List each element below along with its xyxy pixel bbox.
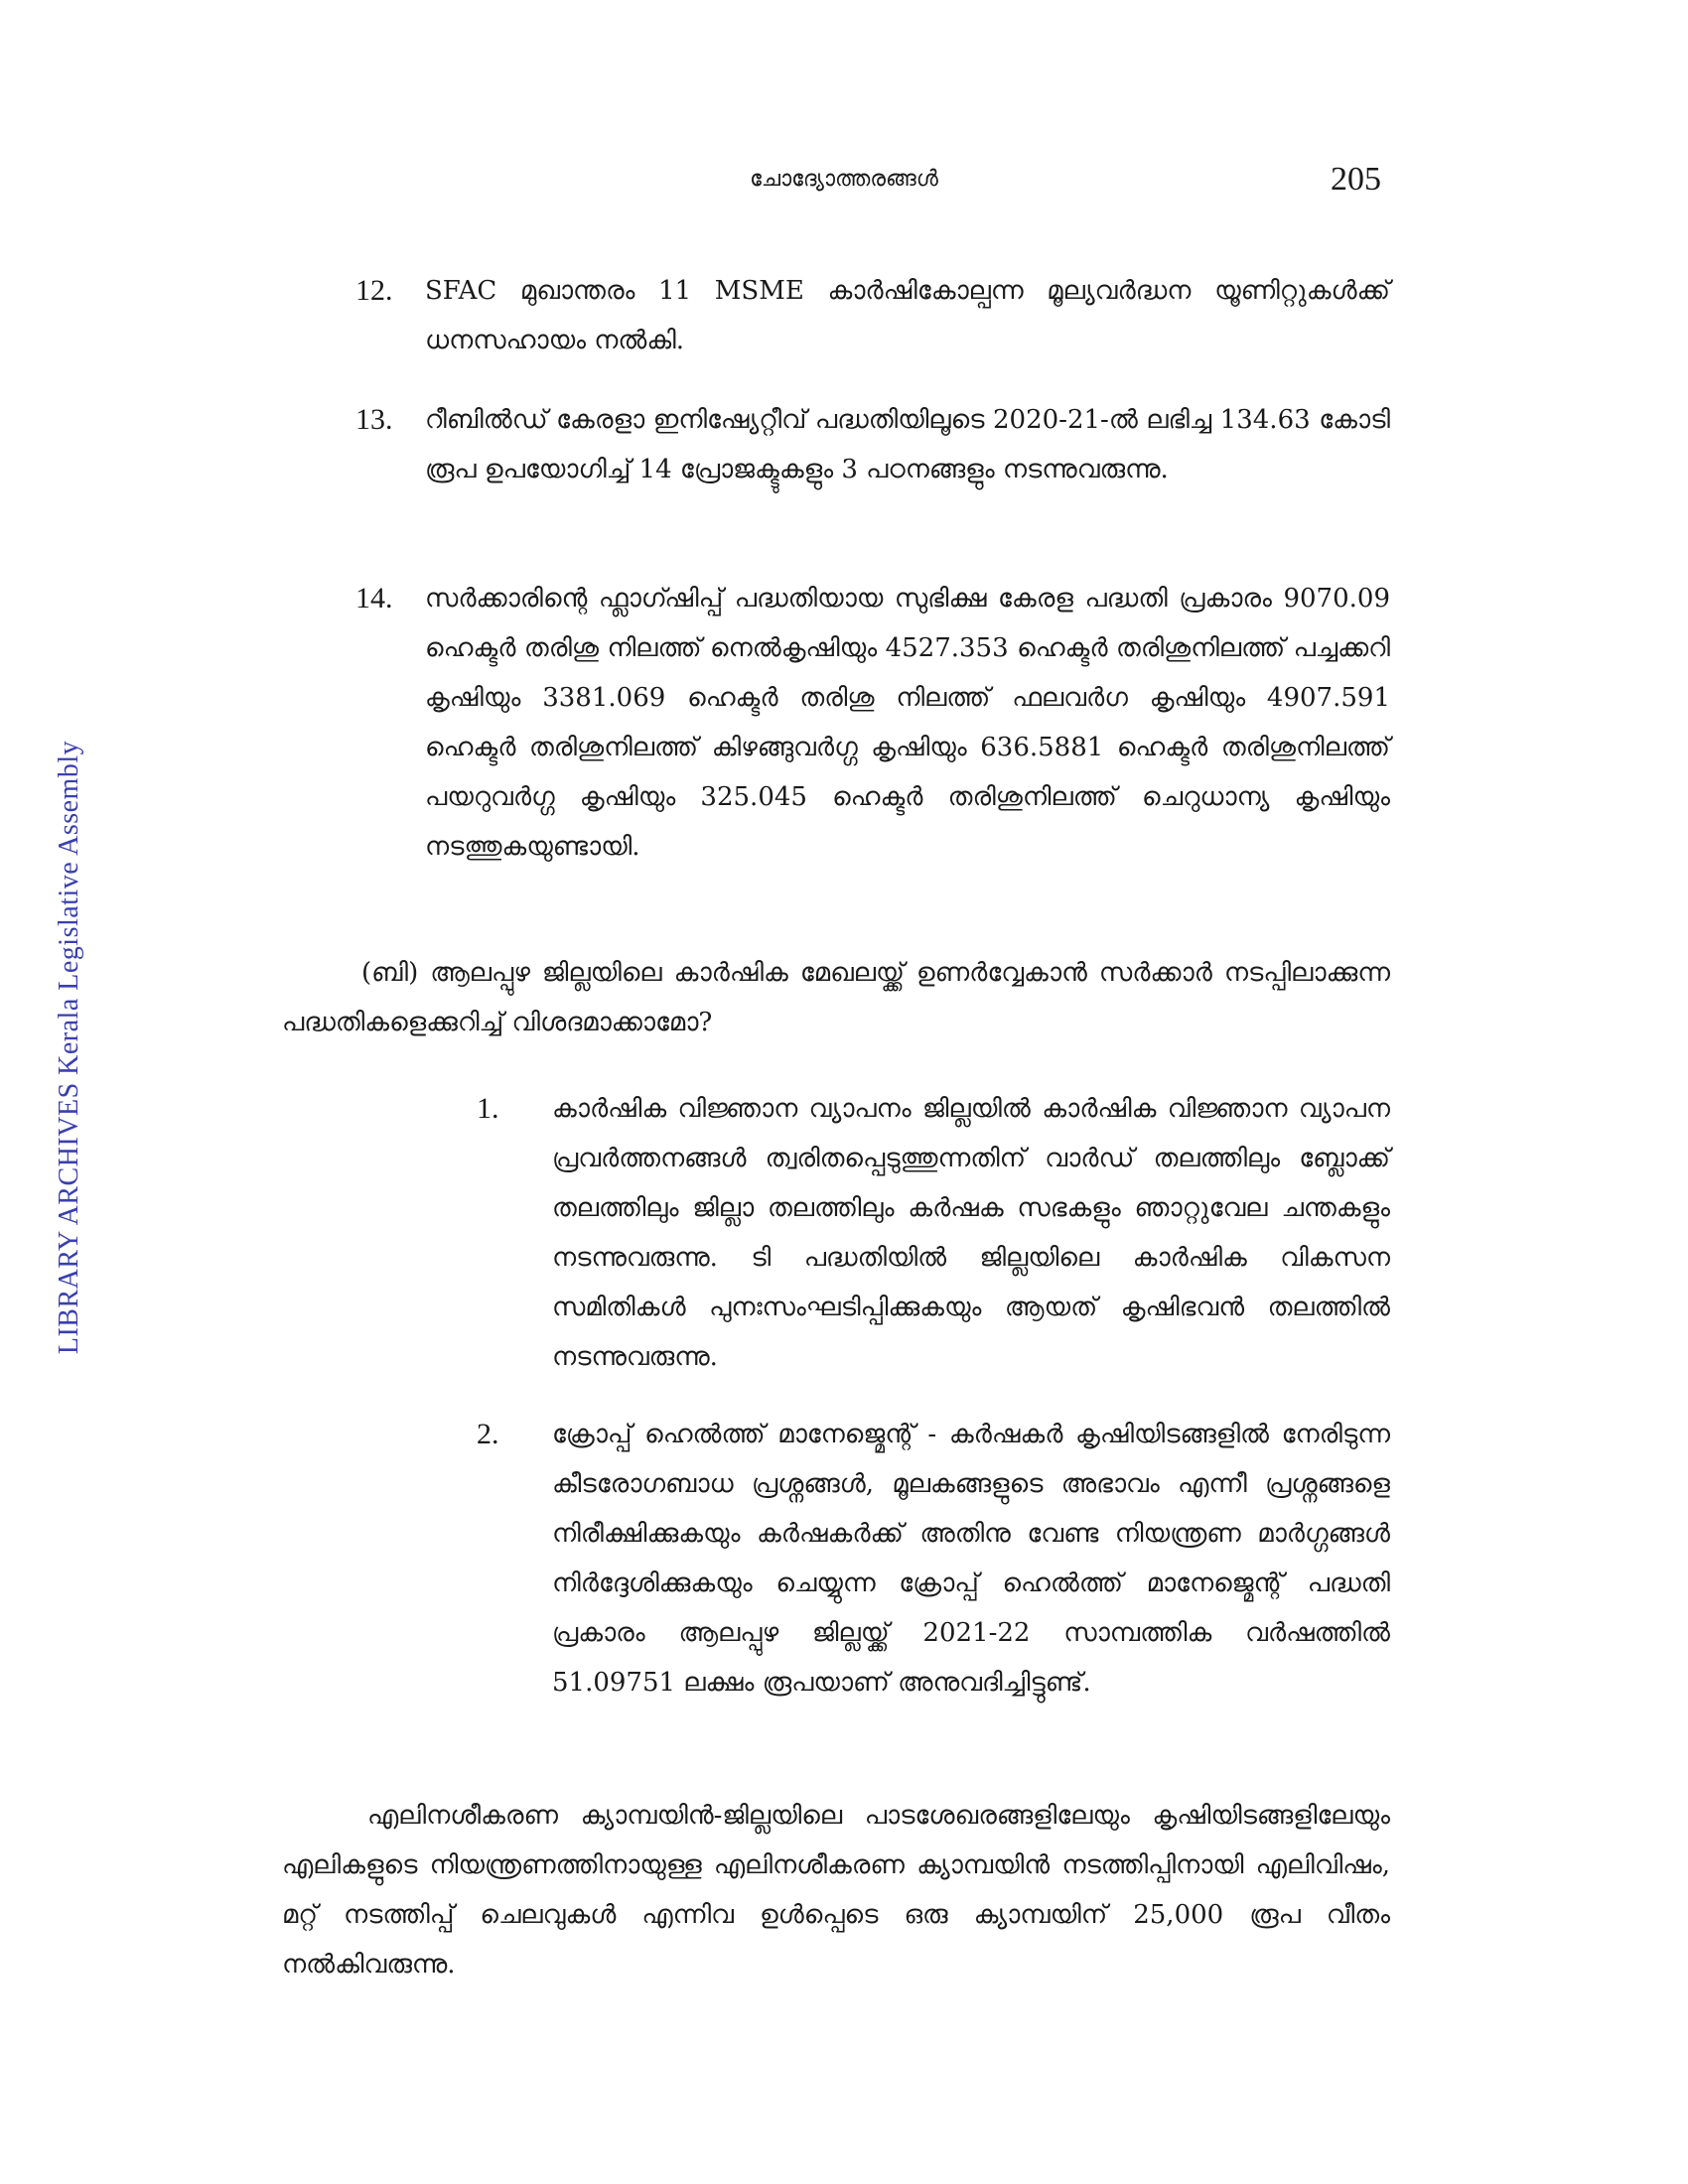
list-item-text: ക്രോപ്പ് ഹെൽത്ത് മാനേജ്മെന്റ് - കർഷകർ കൃഷിയിടങ്ങളിൽ നേരിടുന്ന കീടരോഗബാധ പ്രശ്നങ്ങൾ, മൂലകങ്ങളുടെ അഭാവം എന്നീ പ്രശ്നങ്ങളെ നിരീക്ഷിക്കുകയും കർഷകർക്ക് അതിനു വേണ്ട നിയന്ത്രണ മാർഗ്ഗങ്ങൾ നിർദ്ദേശിക്കുകയും ചെയ്യുന്ന ക്രോപ്പ് ഹെൽത്ത് മാനേജ്മെന്റ് പദ്ധതി പ്രകാരം ആലപ്പുഴ ജില്ലയ്ക്ക് 2021-22 സാമ്പത്തിക വർഷത്തിൽ 51.09751 ലക്ഷം രൂപയാണ് അനുവദിച്ചിട്ടുണ്ട്. [552, 1420, 1390, 1698]
sub-item-2 [477, 1410, 1390, 1707]
list-item-number: 13. [355, 403, 393, 436]
list-item-14 [355, 574, 1390, 872]
archive-watermark: LIBRARY ARCHIVES Kerala Legislative Assembly [54, 740, 84, 1355]
list-item-number: 12. [355, 274, 393, 307]
list-item-13 [355, 395, 1390, 494]
list-item-text: കാർഷിക വിജ്ഞാന വ്യാപനം ജില്ലയിൽ കാർഷിക വിജ്ഞാന വ്യാപന പ്രവർത്തനങ്ങൾ ത്വരിതപ്പെടുത്തുന്നതിന് വാർഡ് തലത്തിലും ബ്ലോക്ക് തലത്തിലും ജില്ലാ തലത്തിലും കർഷക സഭകളും ഞാറ്റുവേല ചന്തകളും നടന്നുവരുന്നു. ടി പദ്ധതിയിൽ ജില്ലയിലെ കാർഷിക വികസന സമിതികൾ പുനഃസംഘടിപ്പിക്കുകയും ആയത് കൃഷിഭവൻ തലത്തിൽ നടന്നുവരുന്നു. [552, 1094, 1390, 1372]
list-item-12 [355, 266, 1390, 365]
closing-paragraph: എലിനശീകരണ ക്യാമ്പയിൻ-ജില്ലയിലെ പാടശേഖരങ്ങളിലേയും കൃഷിയിടങ്ങളിലേയും എലികളുടെ നിയന്ത്രണത്തിനായുള്ള എലിനശീകരണ ക്യാമ്പയിൻ നടത്തിപ്പിനായി എലിവിഷം, മറ്റ് നടത്തിപ്പ് ചെലവുകൾ എന്നിവ ഉൾപ്പെടെ ഒരു ക്യാമ്പയിന് 25,000 രൂപ വീതം നൽകിവരുന്നു. [282, 1801, 1390, 1979]
running-head: ചോദ്യോത്തരങ്ങൾ [750, 167, 938, 192]
list-item-text: റീബിൽഡ് കേരളാ ഇനിഷ്യേറ്റീവ് പദ്ധതിയിലൂടെ 2020-21-ൽ ലഭിച്ച 134.63 കോടി രൂപ ഉപയോഗിച്ച് 14 പ്രോജക്ടുകളും 3 പഠനങ്ങളും നടന്നുവരുന്നു. [425, 405, 1390, 484]
question-b: (ബി) ആലപ്പുഴ ജില്ലയിലെ കാർഷിക മേഖലയ്ക്ക് ഉണർവ്വേകാൻ സർക്കാർ നടപ്പിലാക്കുന്ന പദ്ധതികളെക്കുറിച്ച് വിശദമാക്കാമോ? [282, 958, 1390, 1037]
page-number: 205 [1331, 161, 1381, 198]
sub-item-1 [477, 1084, 1390, 1382]
list-item-number: 2. [477, 1418, 499, 1450]
list-item-number: 1. [477, 1092, 499, 1125]
list-item-text: സർക്കാരിന്റെ ഫ്ലാഗ്ഷിപ്പ് പദ്ധതിയായ സുഭിക്ഷ കേരള പദ്ധതി പ്രകാരം 9070.09 ഹെക്ടർ തരിശു നിലത്ത് നെൽകൃഷിയും 4527.353 ഹെക്ടർ തരിശുനിലത്ത് പച്ചക്കറി കൃഷിയും 3381.069 ഹെക്ടർ തരിശു നിലത്ത് ഫലവർഗ കൃഷിയും 4907.591 ഹെക്ടർ തരിശുനിലത്ത് കിഴങ്ങുവർഗ്ഗ കൃഷിയും 636.5881 ഹെക്ടർ തരിശുനിലത്ത് പയറുവർഗ്ഗ കൃഷിയും 325.045 ഹെക്ടർ തരിശുനിലത്ത് ചെറുധാന്യ കൃഷിയും നടത്തുകയുണ്ടായി. [425, 584, 1390, 862]
list-item-number: 14. [355, 582, 393, 614]
list-item-text: SFAC മുഖാന്തരം 11 MSME കാർഷികോല്പന്ന മൂല്യവർദ്ധന യൂണിറ്റുകൾക്ക് ധനസഹായം നൽകി. [425, 276, 1390, 355]
